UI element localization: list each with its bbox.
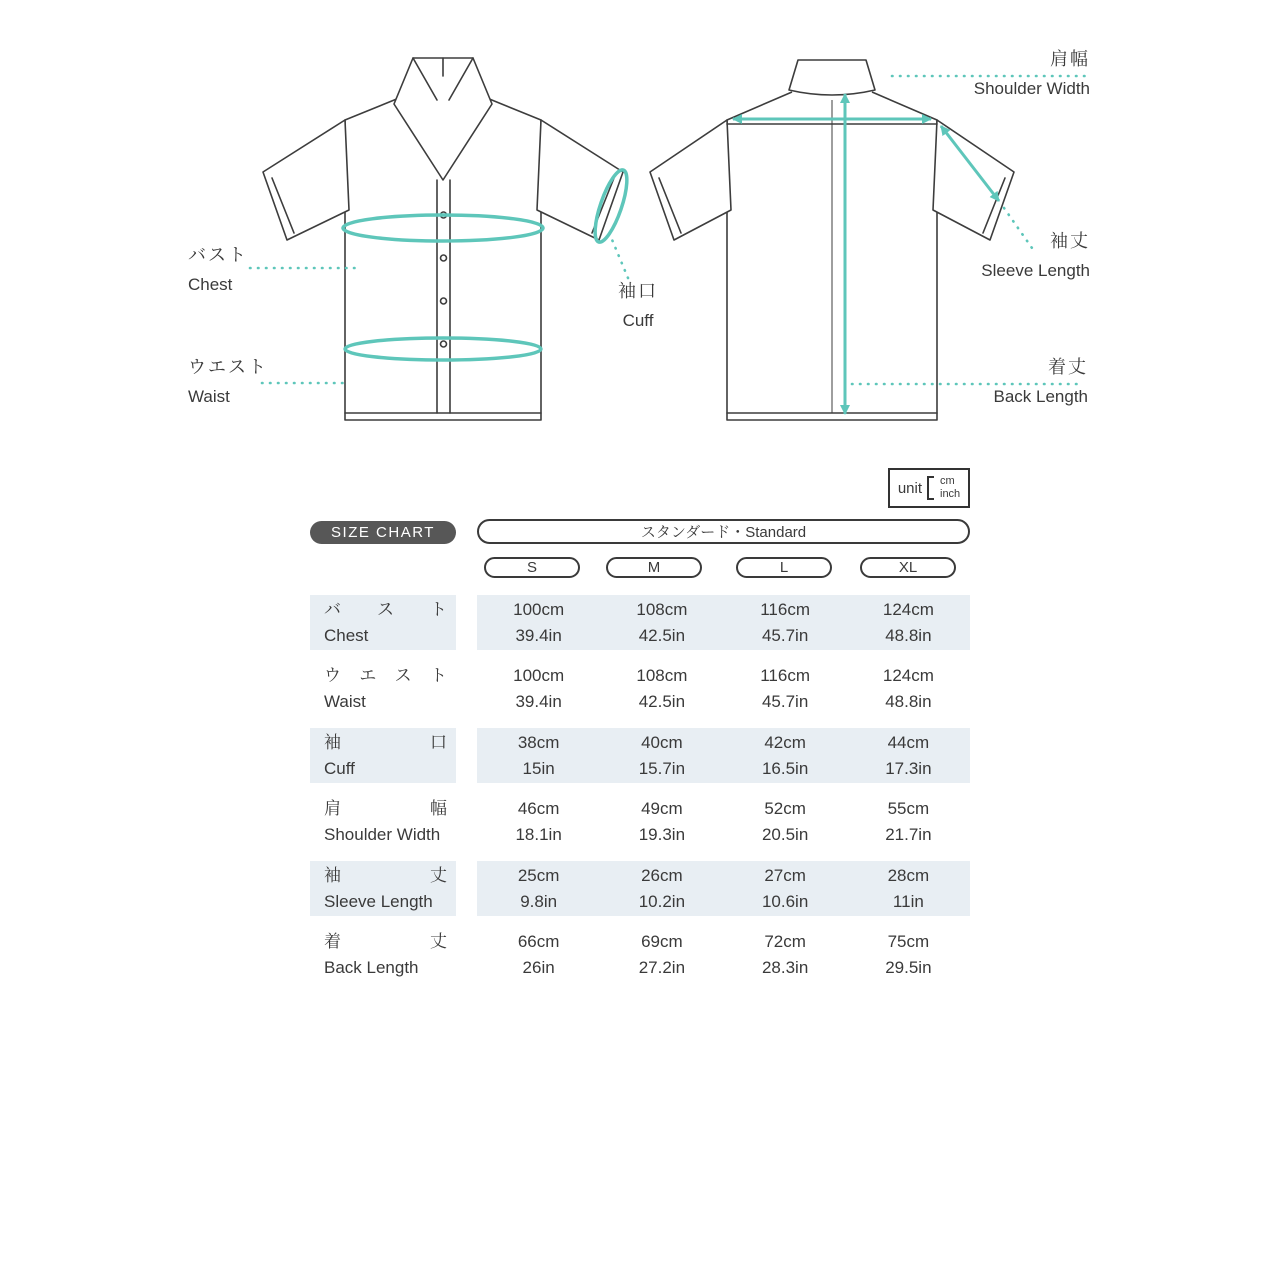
row-label-en: Waist [324,692,366,711]
size-header-m: M [606,557,702,578]
label-waist-en: Waist [188,387,230,406]
row-label [310,927,456,982]
table-row-waist [310,661,970,716]
label-sleeve-length-en: Sleeve Length [981,261,1090,280]
label-back-length-jp: 着丈 [1048,357,1088,377]
value-cell [847,927,970,982]
value-cell [477,728,600,783]
value-cell [477,661,600,716]
value-cell [724,595,847,650]
value-in: 42.5in [638,692,686,711]
value-cell [477,927,600,982]
size-header-xl: XL [860,557,956,578]
value-cell [724,927,847,982]
value-cm: 38cm [517,733,560,752]
value-cm: 72cm [764,932,806,951]
row-label [310,861,456,916]
label-back-length [993,358,1088,405]
row-label-jp: 着丈 [324,932,448,951]
value-in: 15.7in [638,759,686,778]
label-cuff-jp: 袖口 [618,281,658,301]
row-label-jp: 袖口 [324,733,448,752]
row-label-en: Cuff [324,759,355,778]
unit-box [888,468,970,508]
value-in: 21.7in [885,825,932,844]
value-cm: 124cm [882,600,934,619]
value-in: 17.3in [885,759,932,778]
label-cuff [603,282,673,329]
table-row-sleeve-length [310,861,970,916]
value-in: 9.8in [520,892,558,911]
value-in: 11in [892,892,924,911]
label-sleeve-length-jp: 袖丈 [1050,231,1090,251]
size-chart-title: SIZE CHART [310,521,456,544]
row-label [310,661,456,716]
value-in: 39.4in [515,692,562,711]
label-chest-jp: バスト [188,245,248,265]
value-cell [847,861,970,916]
table-row-shoulder-width [310,794,970,849]
variant-header: スタンダード・Standard [477,519,970,544]
value-in: 10.2in [638,892,686,911]
row-values [477,927,970,982]
value-cm: 124cm [882,666,934,685]
value-cm: 28cm [887,866,930,885]
value-cm: 100cm [513,666,565,685]
value-cm: 100cm [513,600,565,619]
value-in: 45.7in [761,626,809,645]
value-cell [724,861,847,916]
value-cm: 108cm [636,600,688,619]
label-chest-en: Chest [188,275,233,294]
value-cm: 26cm [641,866,683,885]
shirt-front-illustration [263,58,623,420]
value-cell [600,927,723,982]
value-cm: 44cm [887,733,930,752]
value-cm: 75cm [887,932,930,951]
value-cm: 55cm [887,799,930,818]
table-row-chest [310,595,970,650]
row-label [310,794,456,849]
value-cell [600,861,723,916]
row-label-jp: バスト [324,600,448,619]
value-in: 48.8in [885,692,932,711]
value-cm: 40cm [641,733,683,752]
value-cm: 69cm [641,932,683,951]
value-cm: 66cm [517,932,560,951]
value-in: 27.2in [638,958,686,977]
row-label-en: Chest [324,626,369,645]
value-cm: 42cm [764,733,806,752]
shirt-back-illustration [650,60,1014,420]
unit-values [940,475,960,501]
label-cuff-en: Cuff [622,311,654,330]
unit-cm: cm [940,475,955,487]
value-cell [847,794,970,849]
value-in: 28.3in [761,958,809,977]
value-in: 10.6in [761,892,809,911]
value-cell [724,661,847,716]
row-values [477,861,970,916]
value-in: 42.5in [638,626,686,645]
value-in: 48.8in [885,626,932,645]
value-in: 20.5in [761,825,809,844]
value-cell [724,794,847,849]
value-in: 19.3in [638,825,686,844]
size-header-s: S [484,557,580,578]
value-cm: 108cm [636,666,688,685]
row-label-en: Shoulder Width [324,825,441,844]
value-in: 29.5in [885,958,932,977]
value-in: 15in [522,759,555,778]
row-label-jp: 袖丈 [324,866,448,885]
row-values [477,595,970,650]
size-header-l: L [736,557,832,578]
value-cell [477,861,600,916]
cuff-leader-line [608,230,628,278]
value-cell [600,595,723,650]
label-shoulder-width-en: Shoulder Width [973,79,1090,98]
value-cell [477,595,600,650]
value-cell [847,595,970,650]
value-cm: 116cm [760,600,810,619]
value-in: 45.7in [761,692,809,711]
value-cm: 52cm [764,799,806,818]
label-waist [188,358,268,405]
value-in: 39.4in [515,626,562,645]
label-sleeve-length [981,232,1090,279]
value-cm: 116cm [760,666,810,685]
row-values [477,661,970,716]
unit-bracket-icon [927,476,935,500]
value-cell [600,728,723,783]
value-cm: 27cm [764,866,806,885]
value-cell [847,728,970,783]
row-label-jp: 肩幅 [324,799,448,818]
row-values [477,794,970,849]
row-values [477,728,970,783]
value-cell [600,794,723,849]
value-cm: 46cm [517,799,560,818]
unit-inch: inch [940,488,961,500]
label-shoulder-width-jp: 肩幅 [1050,49,1090,69]
value-cm: 49cm [641,799,683,818]
value-cell [477,794,600,849]
row-label [310,595,456,650]
row-label-en: Sleeve Length [324,892,433,911]
label-chest [188,246,248,293]
value-cell [847,661,970,716]
label-waist-jp: ウエスト [188,357,268,377]
value-in: 16.5in [761,759,809,778]
table-row-cuff [310,728,970,783]
value-cell [600,661,723,716]
table-row-back-length [310,927,970,982]
value-cm: 25cm [517,866,560,885]
row-label-jp: ウエスト [324,666,448,685]
value-cell [724,728,847,783]
label-shoulder-width [974,50,1090,97]
value-in: 26in [522,958,555,977]
unit-label: unit [897,479,922,497]
value-in: 18.1in [515,825,562,844]
row-label [310,728,456,783]
label-back-length-en: Back Length [993,387,1088,406]
row-label-en: Back Length [324,958,419,977]
